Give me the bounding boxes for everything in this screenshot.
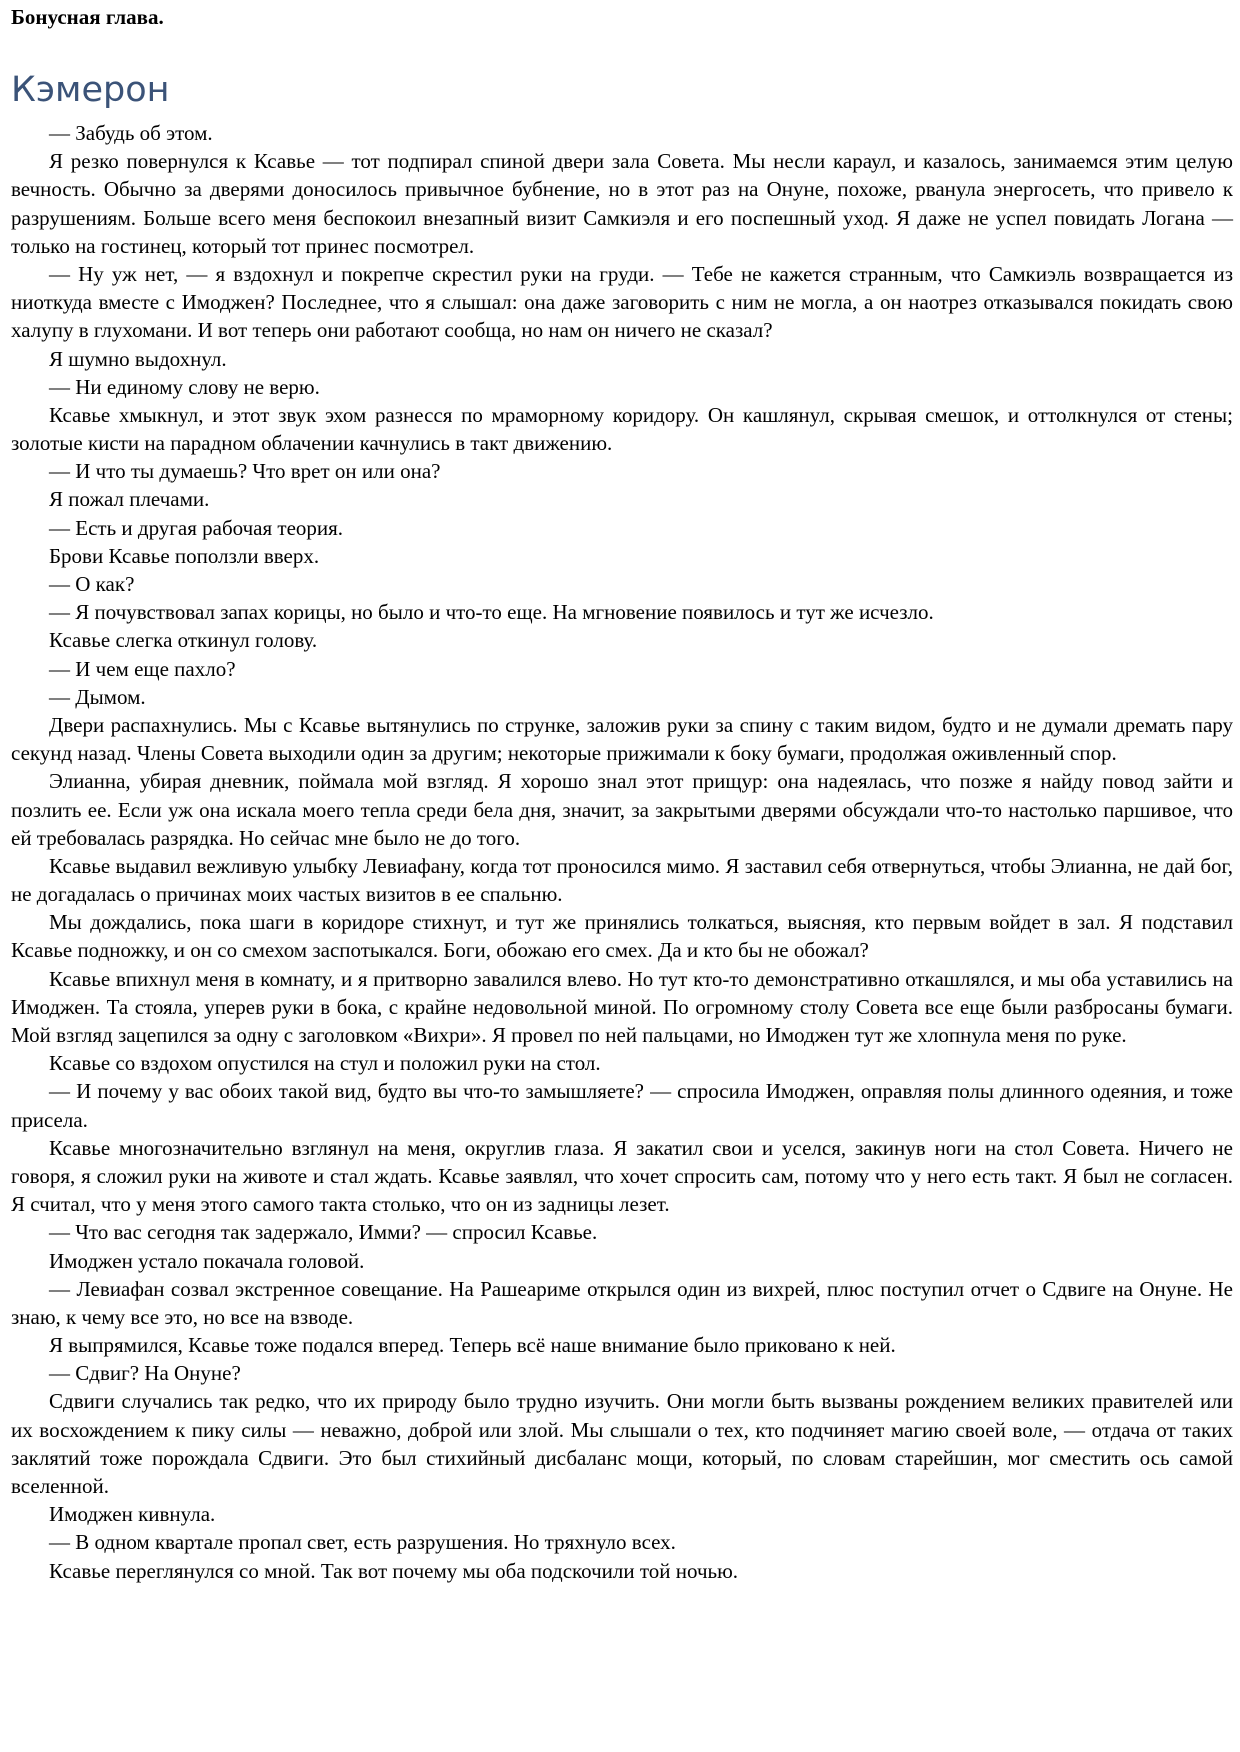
paragraph: Ксавье хмыкнул, и этот звук эхом разнесся по мраморному коридору. Он кашлянул, скрывая смешок, и оттолкнулся от стены; золотые кисти на парадном облачении качнулись в такт движению. bbox=[11, 402, 1233, 456]
paragraph: — Дымом. bbox=[49, 684, 146, 709]
document-page bbox=[11, 0, 1233, 1585]
paragraph: — Сдвиг? На Онуне? bbox=[49, 1361, 241, 1386]
paragraph: — Что вас сегодня так задержало, Имми? — спросил Ксавье. bbox=[49, 1220, 598, 1245]
paragraph: — Ни единому слову не верю. bbox=[49, 374, 320, 399]
paragraph: Я выпрямился, Ксавье тоже подался вперед. Теперь всё наше внимание было приковано к ней. bbox=[49, 1333, 896, 1358]
paragraph: Ксавье многозначительно взглянул на меня, округлив глаза. Я закатил свои и уселся, закинув ноги на стол Совета. Ничего не говоря, я сложил руки на животе и стал ждать. Ксавье заявлял, что хочет спросить сам, потому что у него есть такт. Я был не согласен. Я считал, что у меня этого самого такта столько, что он из задницы лезет. bbox=[11, 1135, 1233, 1217]
paragraph: — О как? bbox=[49, 572, 135, 596]
paragraph: — И чем еще пахло? bbox=[49, 656, 236, 681]
paragraph: Ксавье переглянулся со мной. Так вот почему мы оба подскочили той ночью. bbox=[49, 1558, 739, 1583]
paragraph: — И почему у вас обоих такой вид, будто вы что-то замышляете? — спросила Имоджен, оправляя полы длинного одеяния, и тоже присела. bbox=[11, 1079, 1233, 1132]
paragraph: Я резко повернулся к Ксавье — тот подпирал спиной двери зала Совета. Мы несли караул, и казалось, занимаемся этим целую вечность. Обычно за дверями доносилось привычное бубнение, но в этот раз на Онуне, похоже, рванула энергосеть, что привело к разрушениям. Больше всего меня беспокоил внезапный визит Самкиэля и его поспешный уход. Я даже не успел повидать Логана — только на гостинец, который тот принес посмотрел. bbox=[11, 149, 1233, 258]
paragraph: Элианна, убирая дневник, поймала мой взгляд. Я хорошо знал этот прищур: она надеялась, что позже я найду повод зайти и позлить ее. Если уж она искала моего тепла среди бела дня, значит, за закрытыми дверями обсуждали что-то настолько паршивое, что ей требовалась разрядка. Но сейчас мне было не до того. bbox=[11, 769, 1233, 850]
paragraph: Имоджен устало покачала головой. bbox=[49, 1248, 365, 1273]
chapter-title: Кэмерон bbox=[11, 70, 170, 110]
paragraph: — И что ты думаешь? Что врет он или она? bbox=[49, 459, 441, 484]
paragraph: Брови Ксавье поползли вверх. bbox=[49, 543, 320, 568]
paragraph: — Левиафан созвал экстренное совещание. На Рашеариме открылся один из вихрей, плюс поступил отчет о Сдвиге на Онуне. Не знаю, к чему все это, но все на взводе. bbox=[11, 1276, 1233, 1329]
chapter-body bbox=[11, 119, 1233, 1585]
paragraph: Ксавье слегка откинул голову. bbox=[49, 628, 318, 653]
paragraph: — Я почувствовал запах корицы, но было и что-то еще. На мгновение появилось и тут же исчезло. bbox=[49, 600, 934, 625]
paragraph: — В одном квартале пропал свет, есть разрушения. Но тряхнуло всех. bbox=[49, 1530, 676, 1555]
paragraph: Я пожал плечами. bbox=[49, 487, 210, 512]
paragraph: Имоджен кивнула. bbox=[49, 1502, 216, 1527]
paragraph: — Есть и другая рабочая теория. bbox=[49, 515, 344, 540]
chapter-label: Бонусная глава. bbox=[11, 5, 164, 29]
paragraph: — Забудь об этом. bbox=[49, 121, 213, 145]
paragraph: Ксавье со вздохом опустился на стул и положил руки на стол. bbox=[49, 1051, 601, 1076]
paragraph: Сдвиги случались так редко, что их природу было трудно изучить. Они могли быть вызваны рождением великих правителей или их восхождением к пику силы — неважно, доброй или злой. Мы слышали о тех, кто подчиняет магию своей воле, — отдача от таких заклятий тоже порождала Сдвиги. Это был стихийный дисбаланс мощи, который, по словам старейшин, мог сместить ось самой вселенной. bbox=[11, 1389, 1233, 1498]
paragraph: — Ну уж нет, — я вздохнул и покрепче скрестил руки на груди. — Тебе не кажется странным, что Самкиэль возвращается из ниоткуда вместе с Имоджен? Последнее, что я слышал: она даже заговорить с ним не могла, а он наотрез отказывался покидать свою халупу в глухомани. И вот теперь они работают сообща, но нам он ничего не сказал? bbox=[11, 261, 1233, 343]
paragraph: Двери распахнулись. Мы с Ксавье вытянулись по струнке, заложив руки за спину с таким видом, будто и не думали дремать пару секунд назад. Члены Совета выходили один за другим; некоторые прижимали к боку бумаги, продолжая оживленный спор. bbox=[11, 712, 1233, 766]
paragraph: Я шумно выдохнул. bbox=[49, 346, 227, 371]
paragraph: Мы дождались, пока шаги в коридоре стихнут, и тут же принялись толкаться, выясняя, кто первым войдет в зал. Я подставил Ксавье подножку, и он со смехом заспотыкался. Боги, обожаю его смех. Да и кто бы не обожал? bbox=[11, 910, 1233, 963]
paragraph: Ксавье впихнул меня в комнату, и я притворно завалился влево. Но тут кто-то демонстративно откашлялся, и мы оба уставились на Имоджен. Та стояла, уперев руки в бока, с крайне недовольной миной. По огромному столу Совета все еще были разбросаны бумаги. Мой взгляд зацепился за одну с заголовком «Вихри». Я провел по ней пальцами, но Имоджен тут же хлопнула меня по руке. bbox=[11, 966, 1233, 1047]
paragraph: Ксавье выдавил вежливую улыбку Левиафану, когда тот проносился мимо. Я заставил себя отвернуться, чтобы Элианна, не дай бог, не догадалась о причинах моих частых визитов в ее спальню. bbox=[11, 853, 1233, 907]
